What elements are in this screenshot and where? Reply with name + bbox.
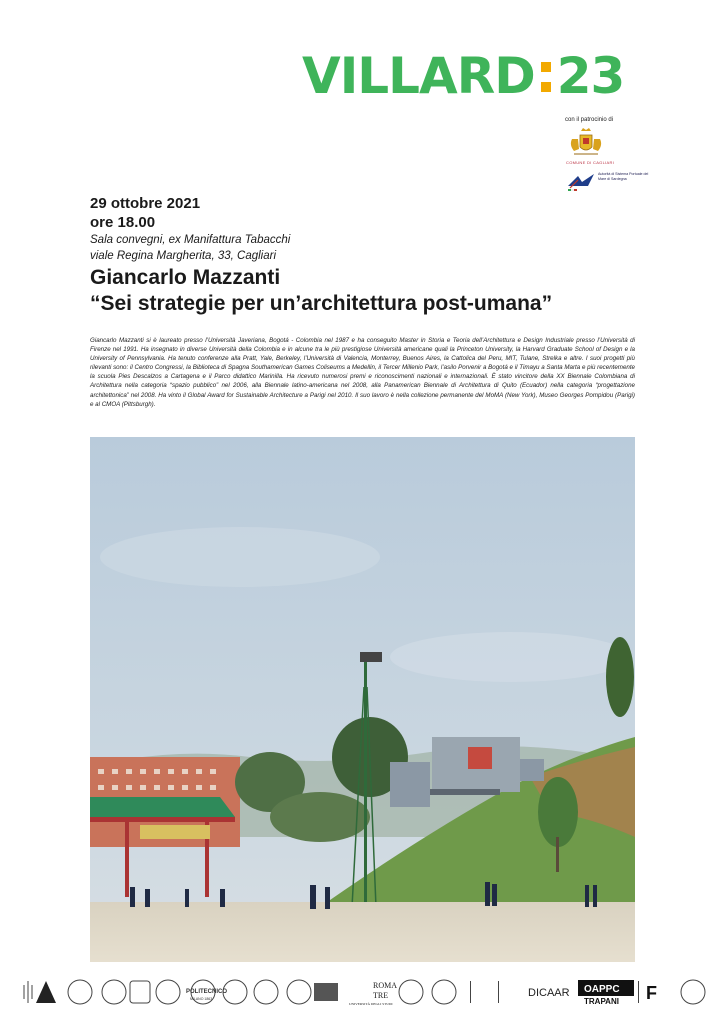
oappc-logo: OAPPC: [584, 984, 620, 995]
villard-logo: [302, 47, 625, 105]
event-time: ore 18.00: [90, 214, 156, 231]
politecnico-logo: POLITECNICO: [186, 989, 228, 995]
event-venue: Sala convegni, ex Manifattura Tabacchi: [90, 234, 291, 246]
roma-tre-logo-sub: UNIVERSITÀ DEGLI STUDI: [349, 1002, 393, 1006]
crest-icon: [566, 127, 606, 161]
roma-tre-logo-tre: TRE: [373, 991, 389, 1000]
roma-tre-logo: ROMA: [373, 981, 398, 990]
speaker-name: Giancarlo Mazzanti: [90, 266, 281, 289]
f-logo: F: [646, 983, 657, 1003]
event-date: 29 ottobre 2021: [90, 195, 201, 212]
comune-caption: COMUNE DI CAGLIARI: [566, 160, 615, 165]
speaker-bio: Giancarlo Mazzanti si è laureato presso l’Università Javeriana, Bogotá - Colombia nel 1987 e ha conseguito Master in Storia e Teoria dell’Architettura e Design Industriale presso l’Università di Firenze nel 1991. Ha insegnato in diverse Università della Colombia e in alcune tra le più prestigiose Università americane quali la Princeton University, la Harvard Graduate School of Design e la University of Pennsylvania. Ha tenuto conferenze alla Pratt, Yale, Berkeley, l’Università di Valencia, Monterrey, Buenos Aires, la Cattolica del Peru, MIT, Tulane, Strelka e altre. I suoi progetti più rilevanti sono: il Centro Congressi, la Biblioteca di Spagna Southamerican Games Coliseums a Medellin, il Tercer Millenio Park, l’asilo Porvenir a Bogotá e il Timayu a Santa Marta e più recentemente la scuola Pies Descalzos a Cartagena e il Parco didattico Marinilla. Ha ricevuto numerosi premi e riconoscimenti nazionali e internazionali. È stato vincitore della XX Biennale Colombiana di Architettura nella categoria “spazio pubblico” nel 2006, alla Biennale latino-americana nel 2008, alla Panamerican Biennale di Architettura di Quito (Ecuador) nella categoria “progettazione architettonica” nel 2008. Ha vinto il Global Award for Sustainable Architecture a Parigi nel 2010. Il suo lavoro è nella collezione permanente del MoMA (New York), Museo Georges Pompidou (Parigi) e al CMOA (Pittsburgh).: [90, 337, 635, 408]
event-address: viale Regina Margherita, 33, Cagliari: [90, 250, 277, 262]
ground-photo: [90, 437, 635, 962]
logo-text-right: 23: [556, 47, 625, 105]
sponsor-logos: [18, 977, 706, 1007]
patronage-label: con il patrocinio di: [565, 117, 614, 123]
logo-colon-icon: [541, 52, 551, 100]
logo-text-left: VILLARD: [302, 47, 535, 105]
event-info: [90, 194, 290, 264]
politecnico-logo-sub: MILANO 1863: [190, 997, 213, 1001]
dicaar-logo: DICAAR: [528, 987, 570, 999]
authority-text: Autorità di Sistema Portuale del Mare di Sardegna: [598, 172, 649, 181]
lecture-title: “Sei strategie per un’architettura post-umana”: [90, 292, 553, 315]
trapani-logo: TRAPANI: [584, 997, 619, 1006]
authority-logo-icon: [566, 170, 596, 192]
